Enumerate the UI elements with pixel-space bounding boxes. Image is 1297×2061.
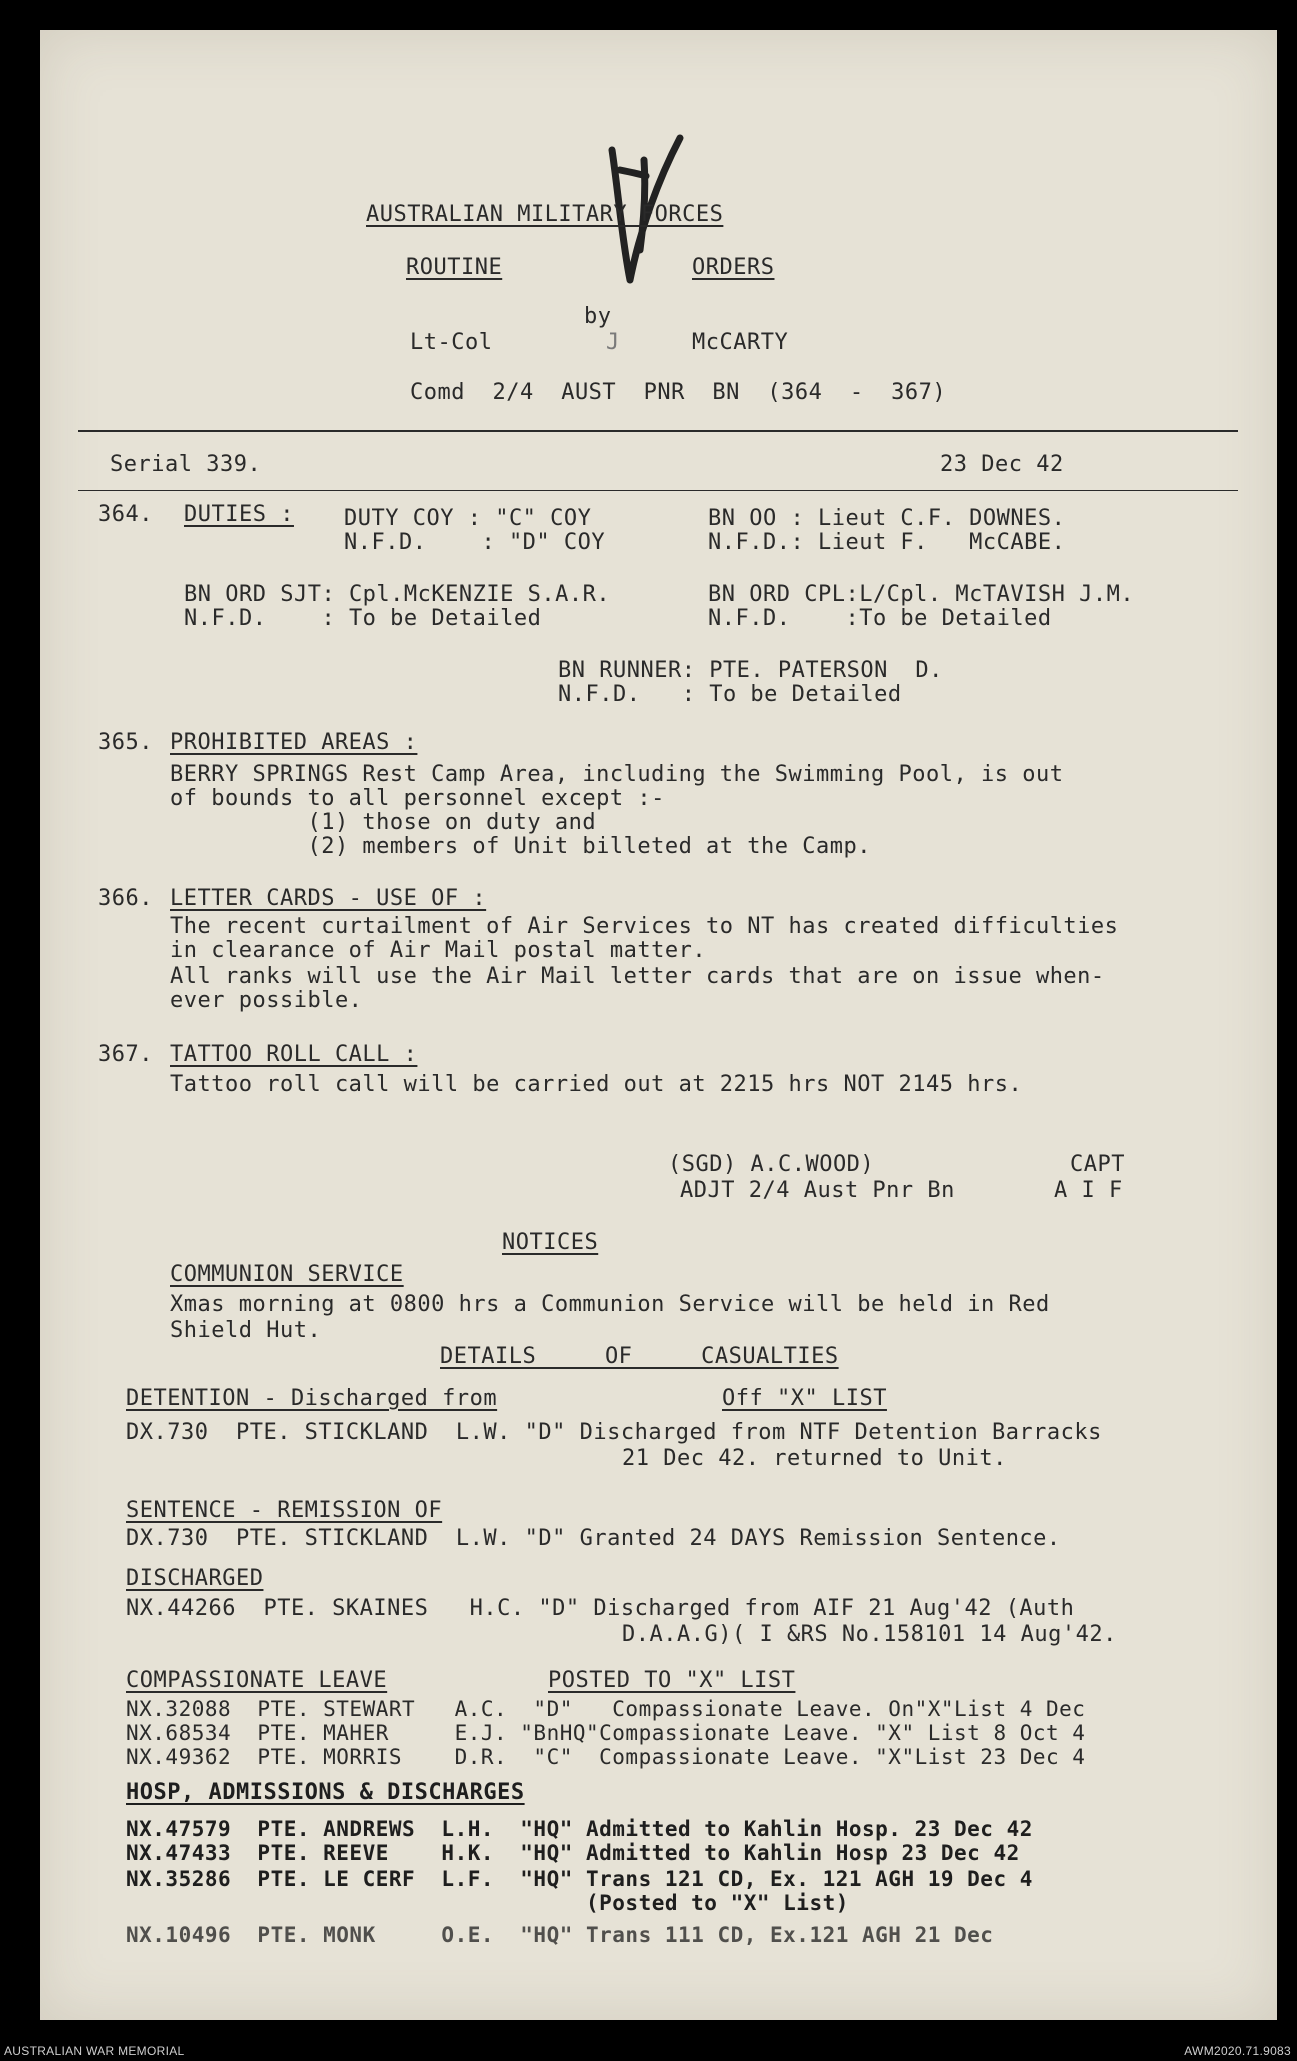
letter-cards-line: The recent curtailment of Air Services to NT has created difficulties [170, 914, 1119, 939]
duty-coy-line2: N.F.D. : "D" COY [344, 530, 606, 555]
ord-sjt-line2: N.F.D. : To be Detailed [184, 606, 542, 631]
item-number-367: 367. [98, 1042, 153, 1067]
detention-row: DX.730 PTE. STICKLAND L.W. "D" Discharged from NTF Detention Barracks [126, 1420, 1102, 1445]
communion-line: Xmas morning at 0800 hrs a Communion Service will be held in Red [170, 1292, 1050, 1317]
compassionate-row: NX.68534 PTE. MAHER E.J. "BnHQ"Compassionate Leave. "X" List 8 Oct 4 [126, 1721, 1086, 1745]
item-number-366: 366. [98, 886, 153, 911]
order-date: 23 Dec 42 [940, 452, 1064, 477]
runner-line1: BN RUNNER: PTE. PATERSON D. [558, 658, 943, 683]
serial-divider [78, 490, 1238, 491]
duty-coy-line1: DUTY COY : "C" COY [344, 506, 592, 531]
letter-cards-line: All ranks will use the Air Mail letter cards that are on issue when- [170, 964, 1105, 989]
communion-heading: COMMUNION SERVICE [170, 1262, 404, 1287]
header-by: by [584, 304, 612, 329]
prohibited-line: BERRY SPRINGS Rest Camp Area, including the Swimming Pool, is out [170, 762, 1064, 787]
hosp-row: NX.10496 PTE. MONK O.E. "HQ" Trans 111 CD, Ex.121 AGH 21 Dec [126, 1923, 994, 1947]
bn-oo-line2: N.F.D.: Lieut F. McCABE. [708, 530, 1066, 555]
letter-cards-line: ever possible. [170, 988, 363, 1013]
document-page [40, 30, 1277, 2020]
prohibited-heading: PROHIBITED AREAS : [170, 730, 418, 755]
communion-line: Shield Hut. [170, 1318, 322, 1343]
header-command: Comd 2/4 AUST PNR BN (364 - 367) [410, 380, 947, 405]
detention-row-continued: 21 Dec 42. returned to Unit. [622, 1446, 1007, 1471]
detention-heading: DETENTION - Discharged from [126, 1386, 498, 1411]
off-x-list-heading: Off "X" LIST [722, 1386, 887, 1411]
hosp-row: NX.47433 PTE. REEVE H.K. "HQ" Admitted to Kahlin Hosp 23 Dec 42 [126, 1841, 1020, 1865]
tattoo-heading: TATTOO ROLL CALL : [170, 1042, 418, 1067]
item-number-364: 364. [98, 502, 153, 527]
header-title: AUSTRALIAN MILITARY FORCES [366, 202, 724, 227]
notices-heading: NOTICES [502, 1230, 599, 1255]
signature-line1: (SGD) A.C.WOOD) [668, 1152, 875, 1177]
compassionate-heading: COMPASSIONATE LEAVE [126, 1668, 388, 1693]
header-name: McCARTY [692, 330, 789, 355]
prohibited-line: of bounds to all personnel except :- [170, 786, 665, 811]
sentence-heading: SENTENCE - REMISSION OF [126, 1498, 443, 1523]
discharged-row: NX.44266 PTE. SKAINES H.C. "D" Discharged from AIF 21 Aug'42 (Auth [126, 1596, 1075, 1621]
footer-archive-name: AUSTRALIAN WAR MEMORIAL [4, 2044, 185, 2058]
discharged-row-continued: D.A.A.G)( I &RS No.158101 14 Aug'42. [622, 1622, 1117, 1647]
discharged-heading: DISCHARGED [126, 1566, 264, 1591]
tattoo-line: Tattoo roll call will be carried out at 2215 hrs NOT 2145 hrs. [170, 1072, 1023, 1097]
header-rank: Lt-Col [410, 330, 493, 355]
ord-cpl-line1: BN ORD CPL:L/Cpl. McTAVISH J.M. [708, 582, 1135, 607]
ord-sjt-line1: BN ORD SJT: Cpl.McKENZIE S.A.R. [184, 582, 611, 607]
footer-accession-number: AWM2020.71.9083 [1184, 2044, 1291, 2058]
ord-cpl-line2: N.F.D. :To be Detailed [708, 606, 1052, 631]
signature-force: A I F [1054, 1178, 1123, 1203]
duties-heading: DUTIES : [184, 502, 294, 527]
header-orders: ORDERS [692, 255, 775, 280]
hosp-row-continued: (Posted to "X" List) [126, 1891, 849, 1915]
header-divider [78, 430, 1238, 432]
item-number-365: 365. [98, 730, 153, 755]
hosp-row: NX.35286 PTE. LE CERF L.F. "HQ" Trans 121 CD, Ex. 121 AGH 19 Dec 4 [126, 1867, 1033, 1891]
hosp-heading: HOSP, ADMISSIONS & DISCHARGES [126, 1780, 525, 1805]
bn-oo-line1: BN OO : Lieut C.F. DOWNES. [708, 506, 1066, 531]
compassionate-row: NX.32088 PTE. STEWART A.C. "D" Compassionate Leave. On"X"List 4 Dec [126, 1697, 1086, 1721]
sentence-row: DX.730 PTE. STICKLAND L.W. "D" Granted 24 DAYS Remission Sentence. [126, 1526, 1061, 1551]
hosp-row: NX.47579 PTE. ANDREWS L.H. "HQ" Admitted to Kahlin Hosp. 23 Dec 42 [126, 1817, 1033, 1841]
runner-line2: N.F.D. : To be Detailed [558, 682, 902, 707]
signature-line2: ADJT 2/4 Aust Pnr Bn [680, 1178, 955, 1203]
casualties-heading: DETAILS OF CASUALTIES [440, 1344, 839, 1369]
header-initial: J [606, 330, 620, 355]
letter-cards-heading: LETTER CARDS - USE OF : [170, 886, 487, 911]
header-routine: ROUTINE [406, 255, 503, 280]
compassionate-row: NX.49362 PTE. MORRIS D.R. "C" Compassionate Leave. "X"List 23 Dec 4 [126, 1745, 1086, 1769]
letter-cards-line: in clearance of Air Mail postal matter. [170, 938, 707, 963]
serial-number: Serial 339. [110, 452, 262, 477]
posted-heading: POSTED TO "X" LIST [548, 1668, 796, 1693]
prohibited-line: (1) those on duty and [170, 810, 597, 835]
prohibited-line: (2) members of Unit billeted at the Camp. [170, 834, 872, 859]
signature-rank: CAPT [1070, 1152, 1125, 1177]
